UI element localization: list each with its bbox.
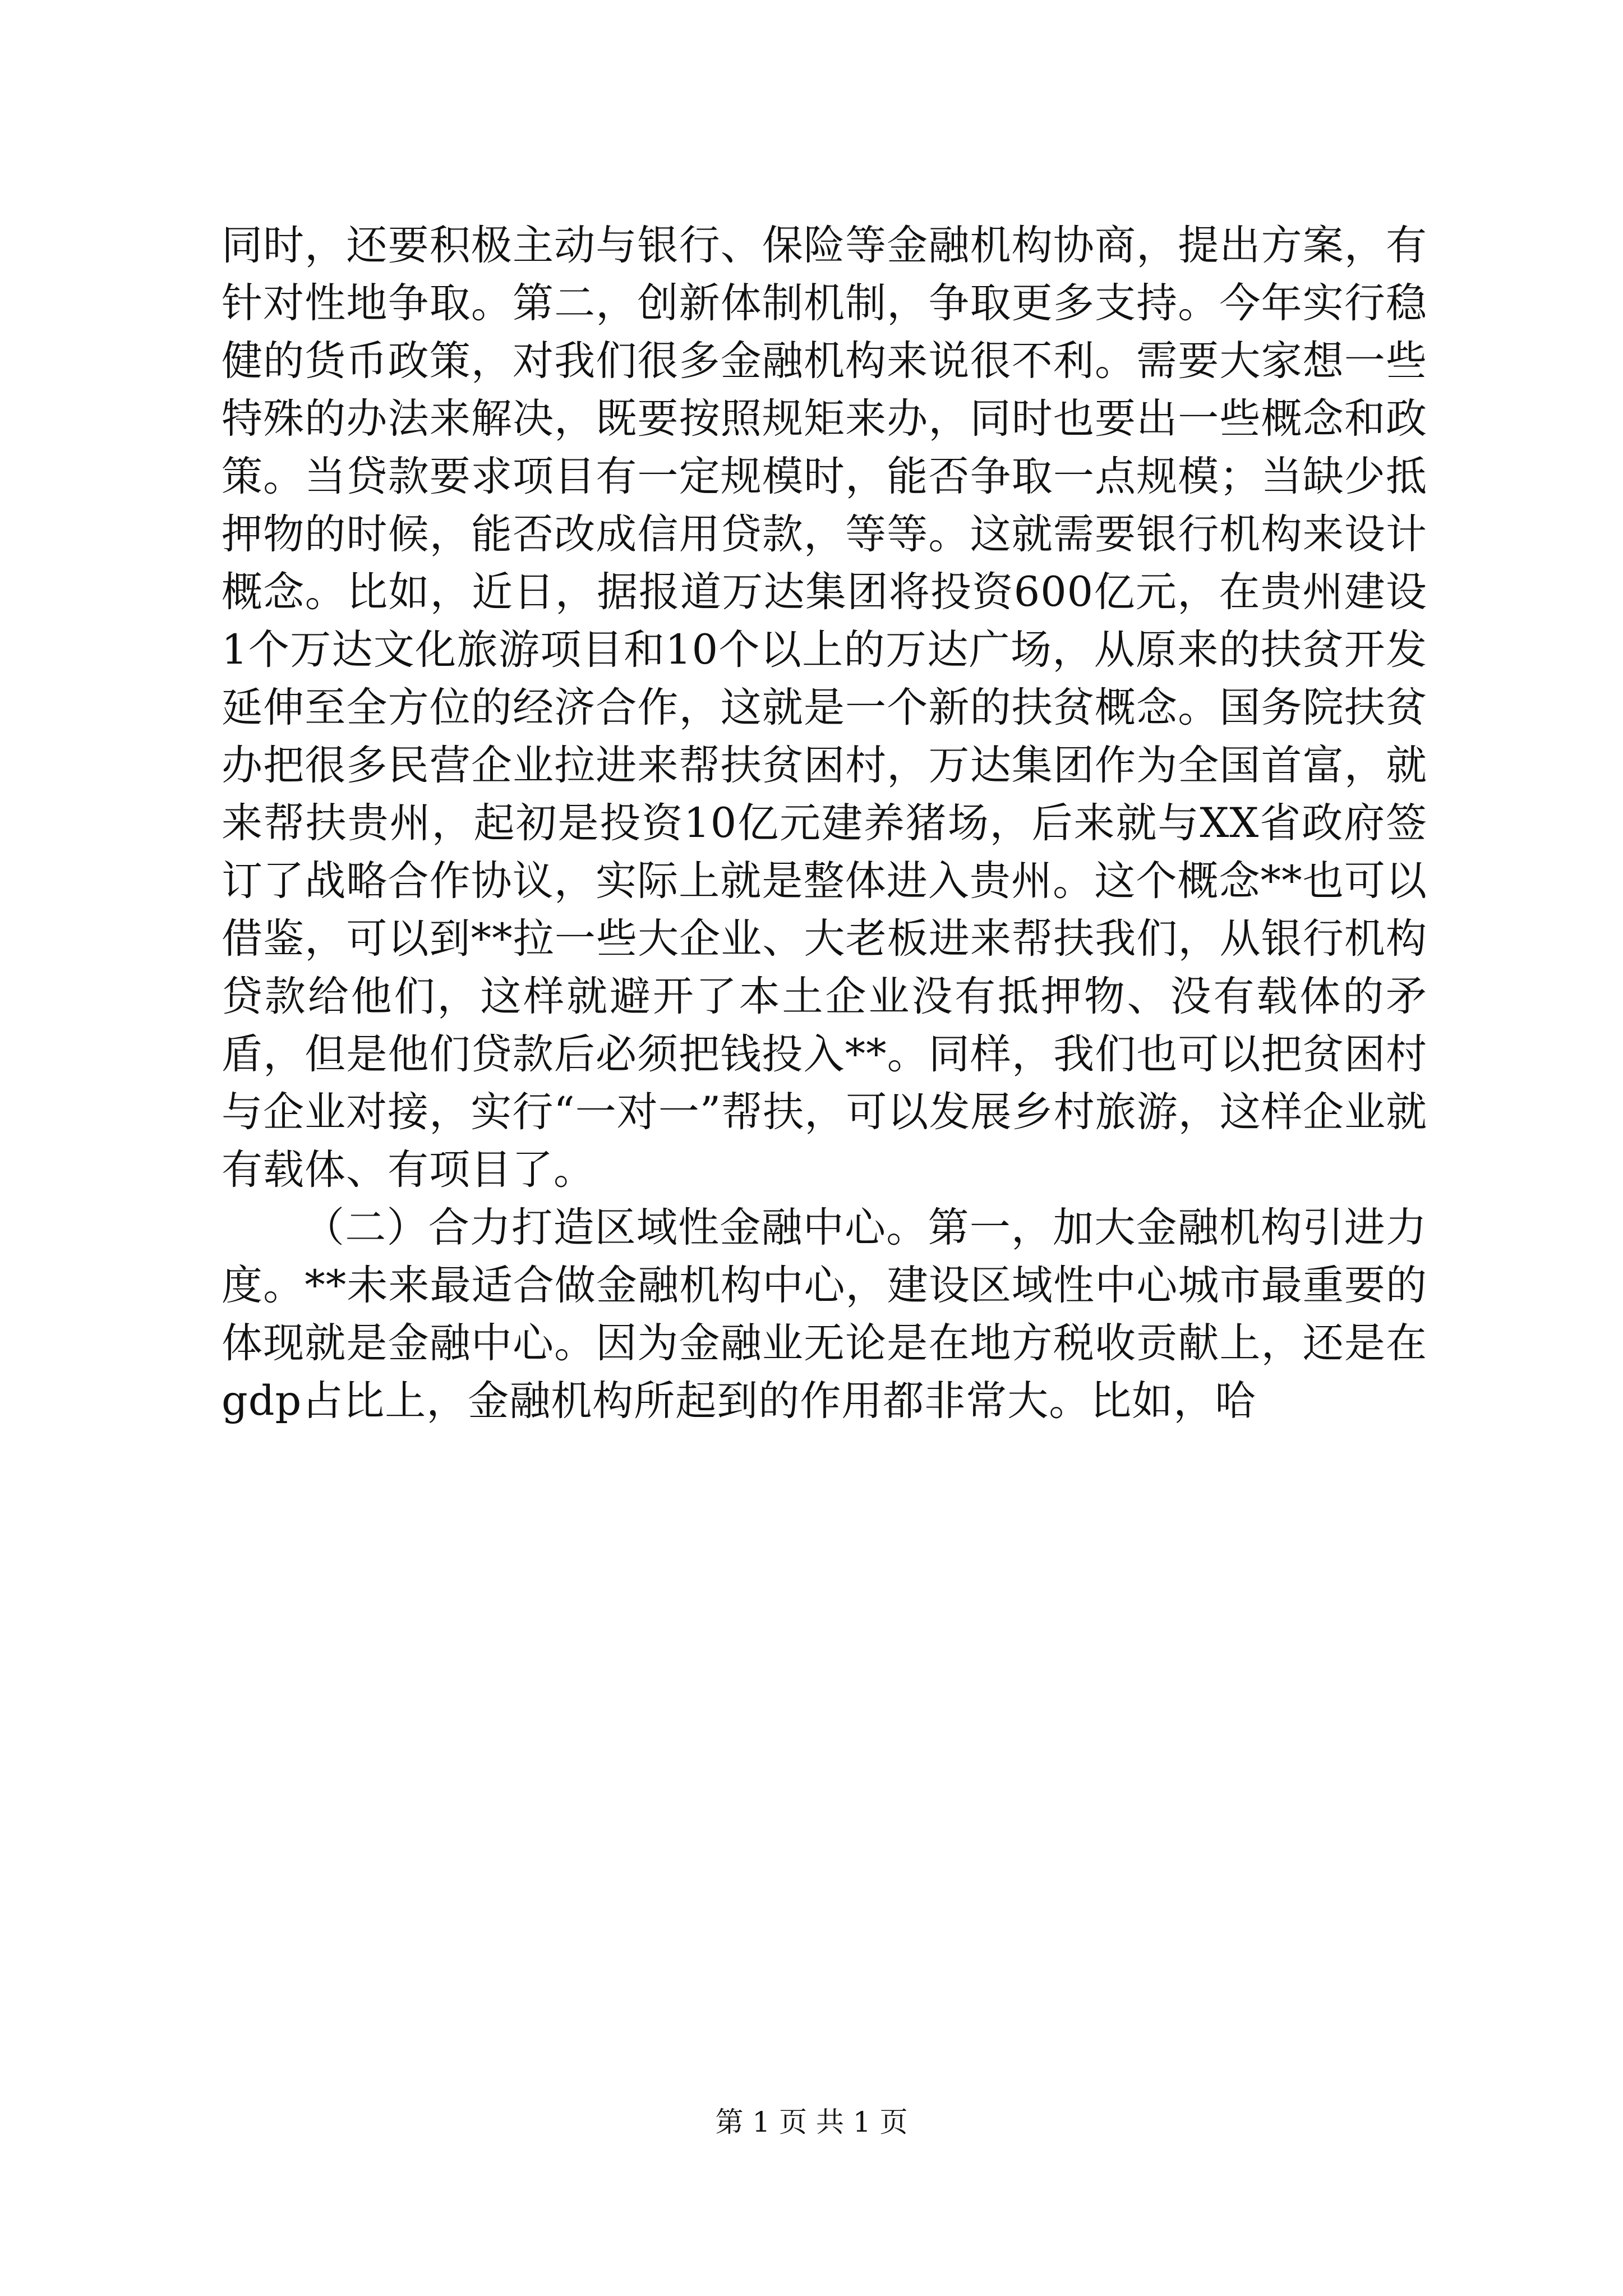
document-body bbox=[222, 217, 1427, 1430]
page-footer: 第 1 页 共 1 页 bbox=[715, 2106, 908, 2138]
paragraph-1: 同时，还要积极主动与银行、保险等金融机构协商，提出方案，有针对性地争取。第二，创新体制机制，争取更多支持。今年实行稳健的货币政策，对我们很多金融机构来说很不利。需要大家想一些特殊的办法来解决，既要按照规矩来办，同时也要出一些概念和政策。当贷款要求项目有一定规模时，能否争取一点规模；当缺少抵押物的时候，能否改成信用贷款，等等。这就需要银行机构来设计概念。比如，近日，据报道万达集团将投资600亿元，在贵州建设1个万达文化旅游项目和10个以上的万达广场，从原来的扶贫开发延伸至全方位的经济合作，这就是一个新的扶贫概念。国务院扶贫办把很多民营企业拉进来帮扶贫困村，万达集团作为全国首富，就来帮扶贵州，起初是投资10亿元建养猪场，后来就与XX省政府签订了战略合作协议，实际上就是整体进入贵州。这个概念**也可以借鉴，可以到**拉一些大企业、大老板进来帮扶我们，从银行机构贷款给他们，这样就避开了本土企业没有抵押物、没有载体的矛盾，但是他们贷款后必须把钱投入**。同样，我们也可以把贫困村与企业对接，实行“一对一”帮扶，可以发展乡村旅游，这样企业就有载体、有项目了。 bbox=[222, 222, 1427, 1194]
paragraph-2: （二）合力打造区域性金融中心。第一，加大金融机构引进力度。**未来最适合做金融机构中心，建设区域性中心城市最重要的体现就是金融中心。因为金融业无论是在地方税收贡献上，还是在gdp占比上，金融机构所起到的作用都非常大。比如，哈 bbox=[222, 1204, 1427, 1425]
